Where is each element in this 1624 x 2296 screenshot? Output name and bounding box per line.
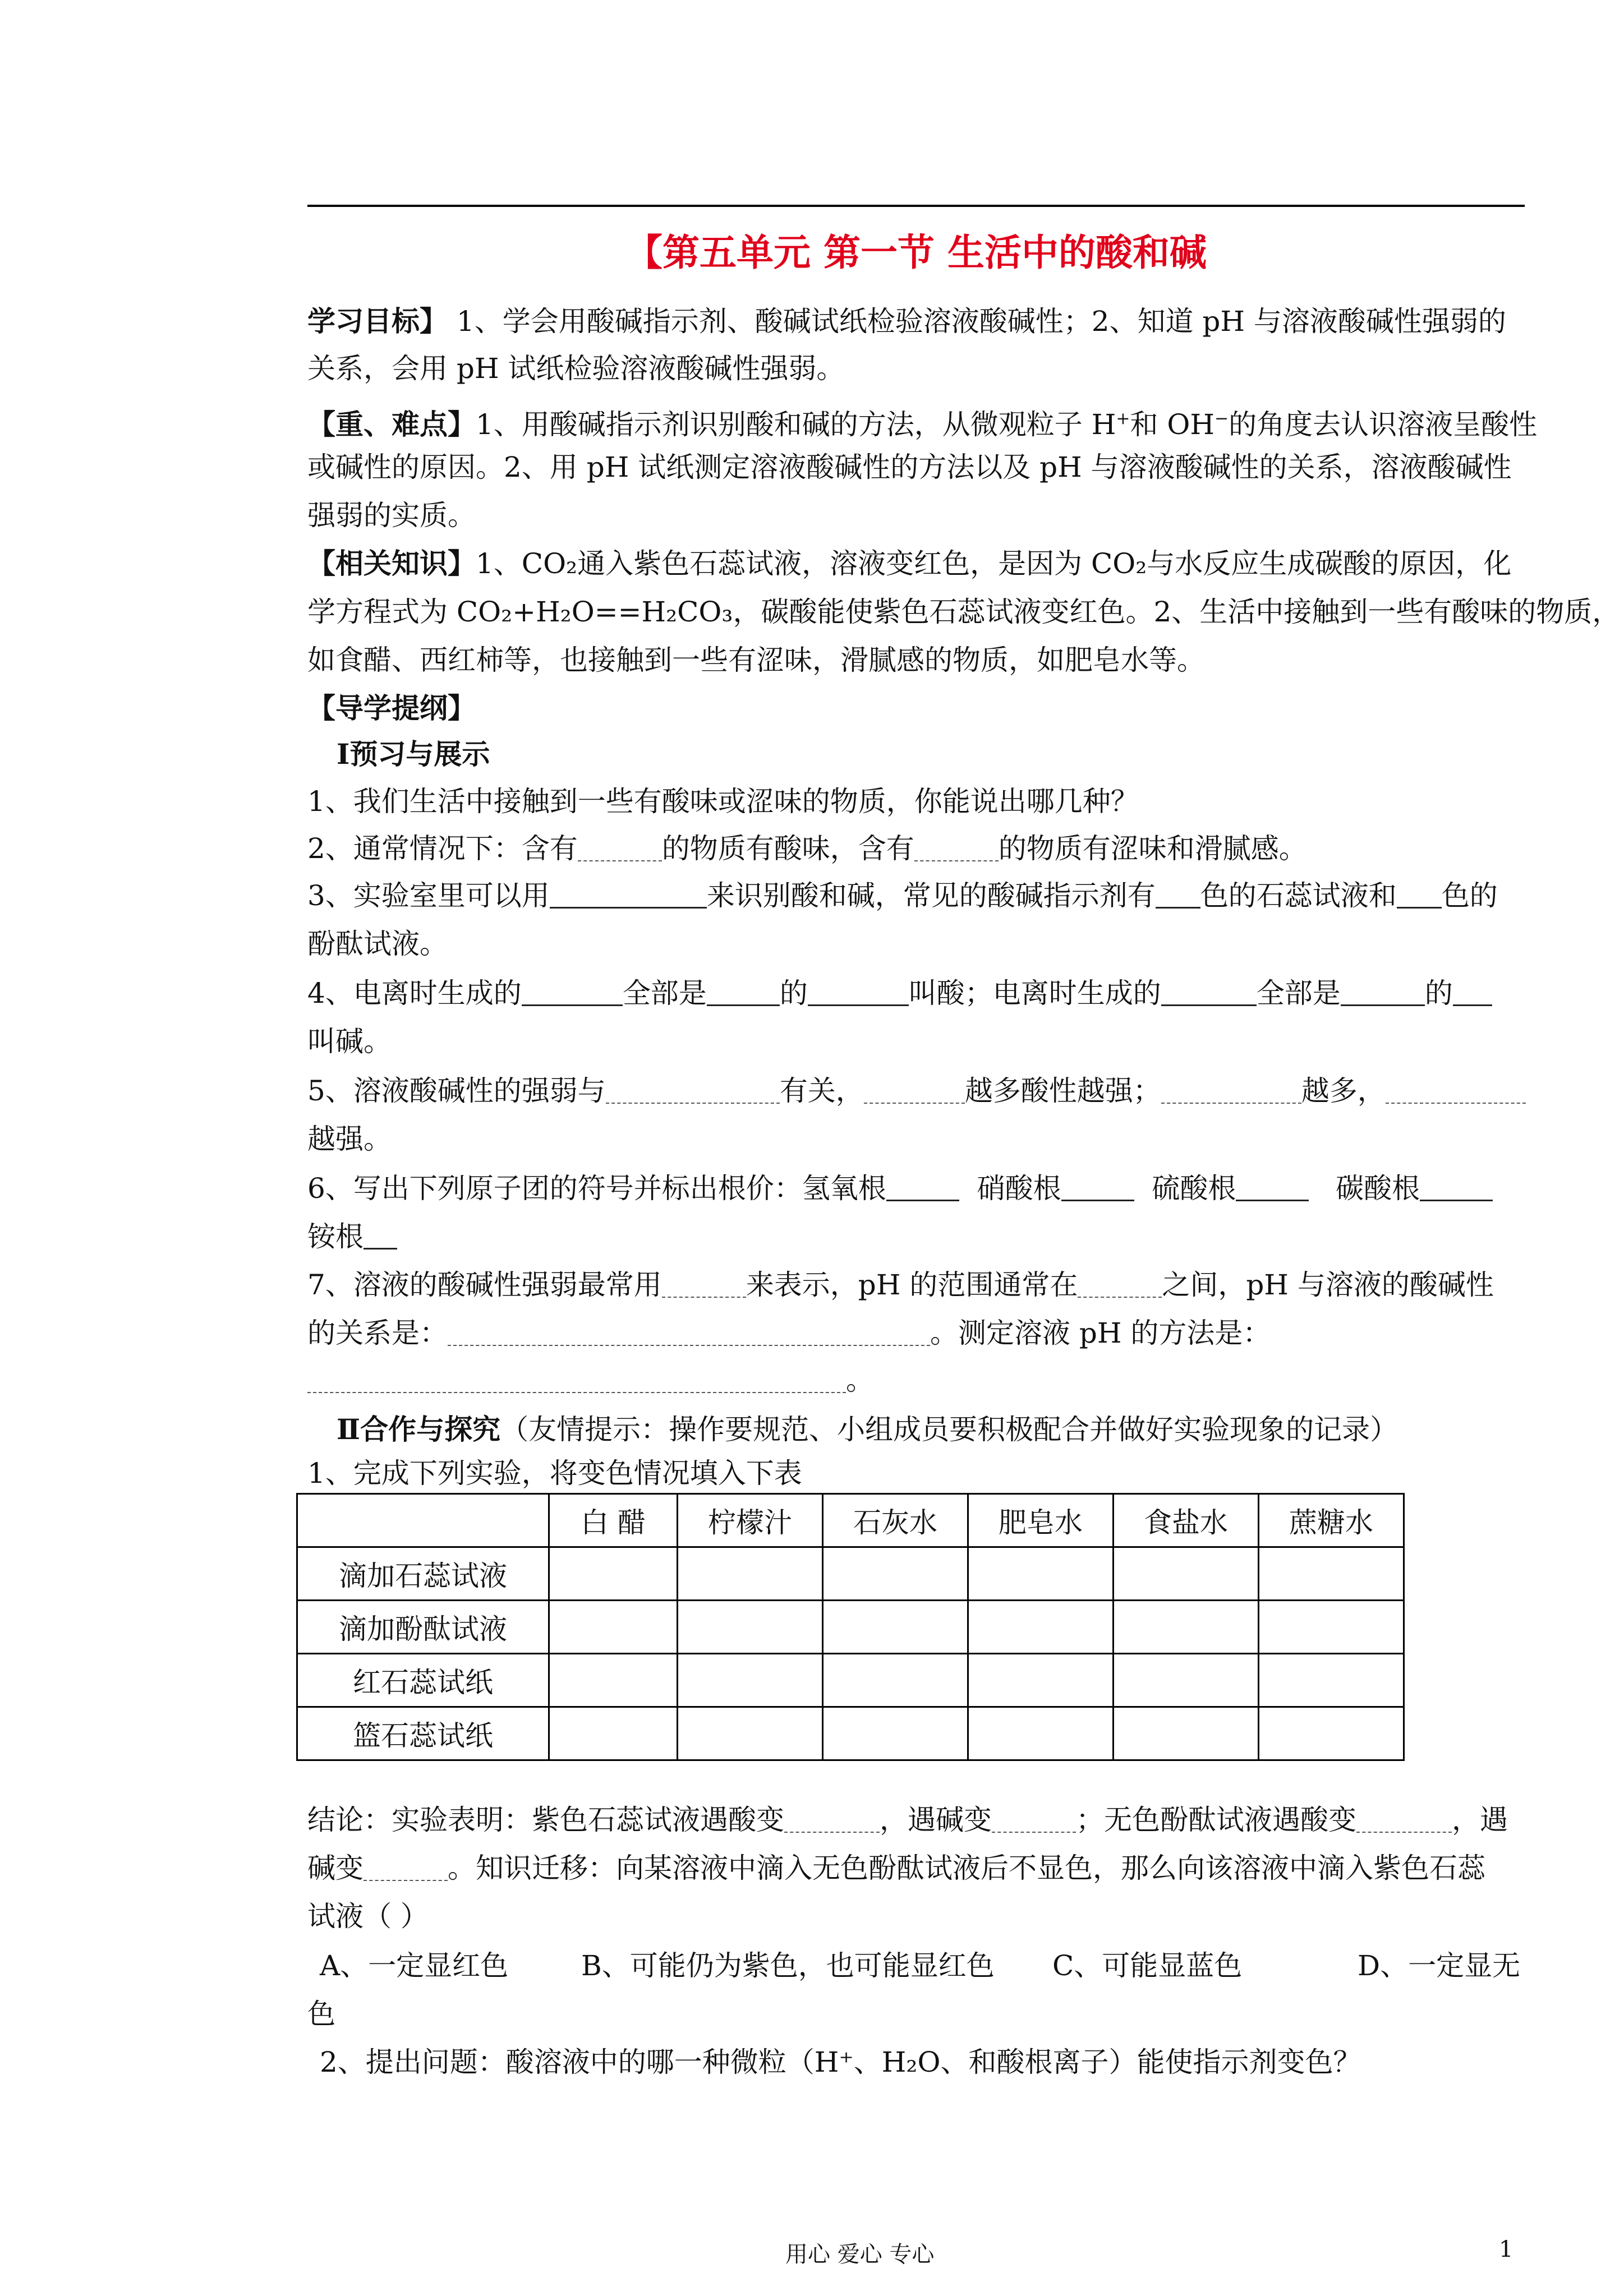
table-corner-cell: [297, 1494, 549, 1547]
q4-text-a: 4、电离时生成的: [307, 977, 522, 1009]
conclusion-text-a: 结论：实验表明：紫色石蕊试液遇酸变: [307, 1804, 784, 1836]
q6-blank-1[interactable]: [886, 1174, 959, 1201]
q6-blank-4[interactable]: [1420, 1174, 1493, 1201]
related-text-1: 1、CO₂通入紫色石蕊试液，溶液变红色，是因为 CO₂与水反应生成碳酸的原因，化: [476, 547, 1512, 580]
conclusion-blank-2[interactable]: [992, 1806, 1076, 1833]
table-row-label: 篮石蕊试纸: [297, 1707, 549, 1760]
q3-blank-2[interactable]: [1156, 881, 1200, 909]
q4-text-d: 叫酸；电离时生成的: [908, 977, 1161, 1009]
table-row: [297, 1601, 1404, 1654]
table-cell[interactable]: [968, 1601, 1114, 1654]
table-cell[interactable]: [968, 1707, 1114, 1760]
conclusion-blank-4[interactable]: [364, 1854, 448, 1881]
q3-text-b: 来识别酸和碱，常见的酸碱指示剂有: [706, 879, 1156, 912]
q5-text-d: 越多，: [1301, 1075, 1386, 1107]
page-number: 1: [1499, 2237, 1513, 2262]
option-a[interactable]: A、一定显红色: [320, 1949, 509, 1982]
q2-text-c: 的物质有涩味和滑腻感。: [998, 832, 1307, 865]
table-header-cell: 肥皂水: [968, 1494, 1114, 1547]
table-cell[interactable]: [823, 1547, 968, 1601]
key-points-line-3: 强弱的实质。: [307, 499, 476, 532]
question-7: [307, 1265, 1494, 1304]
table-cell[interactable]: [549, 1654, 678, 1707]
table-header-cell: 柠檬汁: [678, 1494, 823, 1547]
table-header-cell: 蔗糖水: [1259, 1494, 1404, 1547]
conclusion-text-d: ，遇: [1452, 1804, 1508, 1836]
q7-text-a: 7、溶液的酸碱性强弱最常用: [307, 1269, 662, 1301]
table-cell[interactable]: [678, 1547, 823, 1601]
q6-text-a: 6、写出下列原子团的符号并标出根价：氢氧根: [307, 1172, 886, 1205]
q2-blank-1[interactable]: [578, 835, 662, 861]
header-rule: [307, 205, 1525, 207]
q6-text-b: 硝酸根: [977, 1172, 1061, 1205]
page-footer: 用心 爱心 专心: [785, 2242, 935, 2267]
table-header-cell: 食盐水: [1114, 1494, 1259, 1547]
table-cell[interactable]: [1114, 1654, 1259, 1707]
q3-blank-1[interactable]: [550, 881, 707, 909]
related-line-1: [307, 544, 1511, 583]
q5-blank-2[interactable]: [864, 1077, 965, 1104]
table-cell[interactable]: [823, 1601, 968, 1654]
key-points-text-a: 1、用酸碱指示剂识别酸和碱的方法，从微观粒子 H: [476, 408, 1116, 441]
table-cell[interactable]: [1259, 1601, 1404, 1654]
q6-blank-3[interactable]: [1236, 1174, 1309, 1201]
key-points-line-1: 【重、难点】1、用酸碱指示剂识别酸和碱的方法，从微观粒子 H+和 OH−的角度去认识溶液呈酸性: [307, 408, 1538, 441]
table-header-row: [297, 1494, 1404, 1547]
conclusion-blank-3[interactable]: [1356, 1806, 1452, 1833]
table-cell[interactable]: [1114, 1601, 1259, 1654]
key-points-label: 【重、难点】: [307, 408, 476, 441]
conclusion-text-b: ，遇碱变: [880, 1804, 992, 1836]
q7-blank-3[interactable]: [448, 1319, 930, 1346]
key-points-text-b: 和 OH: [1130, 408, 1214, 441]
conclusion-line-3: 试液（ ）: [307, 1900, 429, 1933]
q5-text-c: 越多酸性越强；: [964, 1075, 1161, 1107]
q3-blank-3[interactable]: [1397, 881, 1442, 909]
question-6: [307, 1169, 1493, 1208]
table-cell[interactable]: [1259, 1654, 1404, 1707]
q2-blank-2[interactable]: [914, 835, 999, 861]
q4-text-f: 的: [1424, 977, 1453, 1009]
q2-text-a: 2、通常情况下：含有: [307, 832, 578, 865]
q2-text-b: 的物质有酸味，含有: [661, 832, 914, 865]
q6-blank-2[interactable]: [1061, 1174, 1134, 1201]
related-line-3: 如食醋、西红柿等，也接触到一些有涩味，滑腻感的物质，如肥皂水等。: [307, 644, 1205, 676]
option-d-continued: 色: [307, 1998, 335, 2030]
question-4-line-2: 叫碱。: [307, 1025, 392, 1058]
question-5: [307, 1071, 1526, 1110]
conclusion-text-f: 。知识迁移：向某溶液中滴入无色酚酞试液后不显色，那么向该溶液中滴入紫色石蕊: [448, 1852, 1485, 1884]
q7-text-b: 来表示，pH 的范围通常在: [746, 1269, 1078, 1301]
page-title: 【第五单元 第一节 生活中的酸和碱: [625, 230, 1207, 274]
question-7-line-2: [307, 1313, 1271, 1353]
related-line-2: 学方程式为 CO₂+H₂O==H₂CO₃，碳酸能使紫色石蕊试液变红色。2、生活中接触到一些有酸味的物质，: [307, 596, 1621, 628]
section2-hint: （友情提示：操作要规范、小组成员要积极配合并做好实验现象的记录）: [500, 1413, 1398, 1446]
q4-blank-6[interactable]: [1453, 979, 1492, 1006]
q7-text-e: 。测定溶液 pH 的方法是：: [930, 1317, 1271, 1349]
table-cell[interactable]: [823, 1707, 968, 1760]
conclusion-line-1: [307, 1800, 1508, 1839]
q4-blank-4[interactable]: [1161, 979, 1257, 1006]
question-3-line-2: 酚酞试液。: [307, 928, 448, 960]
table-row: [297, 1654, 1404, 1707]
table-cell[interactable]: [968, 1547, 1114, 1601]
conclusion-text-c: ；无色酚酞试液遇酸变: [1076, 1804, 1356, 1836]
table-cell[interactable]: [1114, 1547, 1259, 1601]
q5-text-b: 有关，: [779, 1075, 864, 1107]
table-cell[interactable]: [678, 1707, 823, 1760]
key-points-line-2: 或碱性的原因。2、用 pH 试纸测定溶液酸碱性的方法以及 pH 与溶液酸碱性的关系，溶液酸碱性: [307, 451, 1512, 483]
q4-blank-1[interactable]: [522, 979, 623, 1006]
table-row: [297, 1547, 1404, 1601]
conclusion-text-e: 碱变: [307, 1852, 364, 1884]
key-points-text-c: 的角度去认识溶液呈酸性: [1229, 408, 1538, 441]
objectives-line-1: [307, 302, 1506, 341]
q6-text-c: 硫酸根: [1152, 1172, 1236, 1205]
question-7-line-3: [307, 1361, 874, 1400]
table-cell[interactable]: [678, 1654, 823, 1707]
q3-text-d: 色的: [1441, 879, 1498, 912]
q3-text-a: 3、实验室里可以用: [307, 879, 550, 912]
outline-label: 【导学提纲】: [307, 691, 476, 725]
q4-blank-3[interactable]: [808, 979, 909, 1006]
section2-heading: [337, 1410, 1398, 1449]
table-cell[interactable]: [823, 1654, 968, 1707]
table-row-label: 红石蕊试纸: [297, 1654, 549, 1707]
q5-blank-3[interactable]: [1161, 1077, 1301, 1104]
table-cell[interactable]: [549, 1547, 678, 1601]
table-header-cell: 白 醋: [549, 1494, 678, 1547]
table-cell[interactable]: [549, 1707, 678, 1760]
table-cell[interactable]: [1259, 1547, 1404, 1601]
table-cell[interactable]: [1259, 1707, 1404, 1760]
table-row-label: 滴加石蕊试液: [297, 1547, 549, 1601]
option-b[interactable]: B、可能仍为紫色，也可能显红色: [581, 1949, 995, 1982]
related-label: 【相关知识】: [307, 547, 476, 580]
question-6-line-2: [307, 1217, 397, 1256]
q7-blank-2[interactable]: [1078, 1271, 1162, 1298]
q4-text-e: 全部是: [1256, 977, 1341, 1009]
q7-text-f: 。: [846, 1364, 874, 1396]
experiment-table: [296, 1493, 1405, 1761]
q4-text-b: 全部是: [622, 977, 707, 1009]
conclusion-blank-1[interactable]: [784, 1806, 880, 1833]
task-1: 1、完成下列实验，将变色情况填入下表: [307, 1457, 802, 1490]
table-cell[interactable]: [549, 1601, 678, 1654]
question-1: 1、我们生活中接触到一些有酸味或涩味的物质，你能说出哪几种？: [307, 785, 1139, 818]
q7-text-d: 的关系是：: [307, 1317, 448, 1349]
question-2: [307, 829, 1307, 868]
table-cell[interactable]: [968, 1654, 1114, 1707]
objectives-line-2: 关系，会用 pH 试纸检验溶液酸碱性强弱。: [307, 352, 845, 385]
table-row-label: 滴加酚酞试液: [297, 1601, 549, 1654]
table-row: [297, 1707, 1404, 1760]
section2-label: Ⅱ合作与探究: [337, 1413, 501, 1446]
table-cell[interactable]: [1114, 1707, 1259, 1760]
q7-blank-1[interactable]: [662, 1271, 746, 1298]
objectives-label: 学习目标】: [307, 305, 448, 338]
q5-blank-4[interactable]: [1386, 1077, 1526, 1104]
q3-text-c: 色的石蕊试液和: [1200, 879, 1397, 912]
section1-label: Ⅰ预习与展示: [337, 737, 490, 771]
question-3: [307, 876, 1498, 915]
q4-blank-5[interactable]: [1341, 979, 1425, 1006]
q5-blank-1[interactable]: [606, 1077, 780, 1104]
question-4: [307, 974, 1492, 1013]
question-5-line-2: 越强。: [307, 1123, 392, 1155]
q6-blank-5[interactable]: [364, 1222, 397, 1250]
task-2: 2、提出问题：酸溶液中的哪一种微粒（H⁺、H₂O、和酸根离子）能使指示剂变色？: [320, 2046, 1361, 2078]
q7-text-c: 之间，pH 与溶液的酸碱性: [1162, 1269, 1494, 1301]
option-c[interactable]: C、可能显蓝色: [1052, 1949, 1243, 1982]
q7-blank-4[interactable]: [307, 1366, 846, 1393]
table-header-cell: 石灰水: [823, 1494, 968, 1547]
objectives-text-1: 1、学会用酸碱指示剂、酸碱试纸检验溶液酸碱性；2、知道 pH 与溶液酸碱性强弱的: [456, 305, 1506, 338]
option-d[interactable]: D、一定显无: [1358, 1949, 1521, 1982]
q5-text-a: 5、溶液酸碱性的强弱与: [307, 1075, 606, 1107]
table-cell[interactable]: [678, 1601, 823, 1654]
q6-text-d: 碳酸根: [1336, 1172, 1420, 1205]
q4-blank-2[interactable]: [707, 979, 780, 1006]
conclusion-line-2: [307, 1848, 1485, 1888]
q4-text-c: 的: [779, 977, 808, 1009]
q6-text-ammonium: 铵根: [307, 1220, 364, 1253]
